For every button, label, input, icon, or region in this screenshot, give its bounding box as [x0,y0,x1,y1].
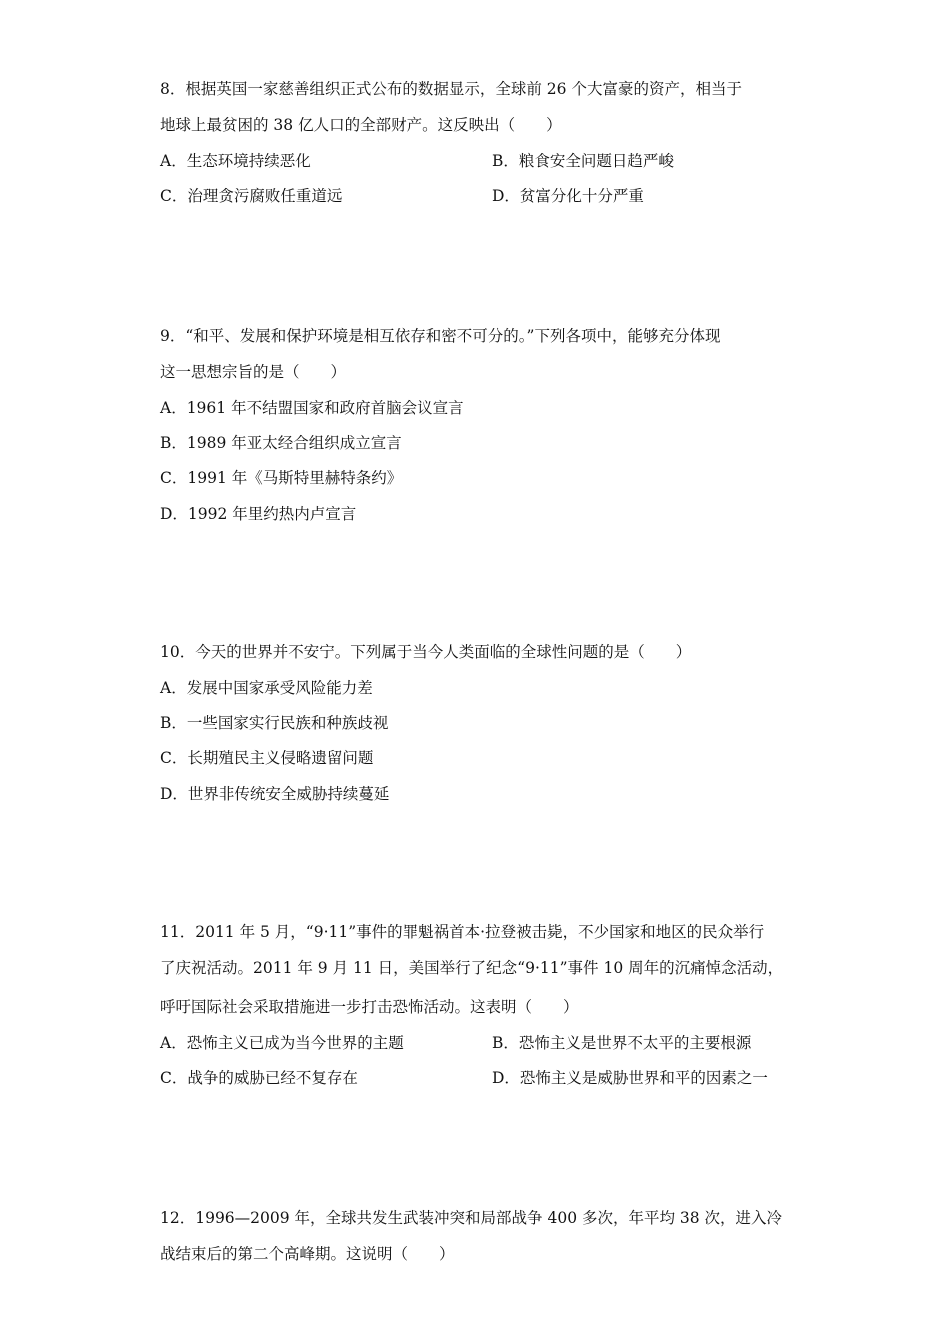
option-b: B．一些国家实行民族和种族歧视 [160,714,389,732]
option-d: D．1992 年里约热内卢宣言 [160,505,357,523]
option-c: C．战争的威胁已经不复存在 [160,1069,358,1087]
option-b: B．粮食安全问题日趋严峻 [492,152,674,170]
question-stem-line: 呼吁国际社会采取措施进一步打击恐怖活动。这表明（ ） [160,998,579,1016]
option-a: A．1961 年不结盟国家和政府首脑会议宣言 [160,399,464,417]
question-stem-line: 12．1996—2009 年，全球共发生武装冲突和局部战争 400 多次，年平均 38 次，进入冷 [160,1209,783,1227]
option-a: A．发展中国家承受风险能力差 [160,679,373,697]
option-a: A．生态环境持续恶化 [160,152,311,170]
option-c: C．治理贪污腐败任重道远 [160,187,343,205]
question-stem-line: 9．“和平、发展和保护环境是相互依存和密不可分的。”下列各项中，能够充分体现 [160,327,721,345]
option-d: D．贫富分化十分严重 [492,187,644,205]
option-a: A．恐怖主义已成为当今世界的主题 [160,1034,404,1052]
option-c: C．1991 年《马斯特里赫特条约》 [160,469,403,487]
option-d: D．世界非传统安全威胁持续蔓延 [160,785,390,803]
question-stem-line: 10．今天的世界并不安宁。下列属于当今人类面临的全球性问题的是（ ） [160,643,692,661]
option-c: C．长期殖民主义侵略遗留问题 [160,749,374,767]
question-stem-line: 地球上最贫困的 38 亿人口的全部财产。这反映出（ ） [160,116,562,134]
option-b: B．恐怖主义是世界不太平的主要根源 [492,1034,752,1052]
option-b: B．1989 年亚太经合组织成立宣言 [160,434,402,452]
question-stem-line: 这一思想宗旨的是（ ） [160,363,347,381]
question-stem-line: 11．2011 年 5 月，“9·11”事件的罪魁祸首本·拉登被击毙，不少国家和地区的民众举行 [160,923,765,941]
question-stem-line: 8．根据英国一家慈善组织正式公布的数据显示，全球前 26 个大富豪的资产，相当于 [160,80,742,98]
question-stem-line: 战结束后的第二个高峰期。这说明（ ） [160,1245,455,1263]
question-stem-line: 了庆祝活动。2011 年 9 月 11 日，美国举行了纪念“9·11”事件 10 周年的沉痛悼念活动， [160,959,784,977]
option-d: D．恐怖主义是威胁世界和平的因素之一 [492,1069,768,1087]
